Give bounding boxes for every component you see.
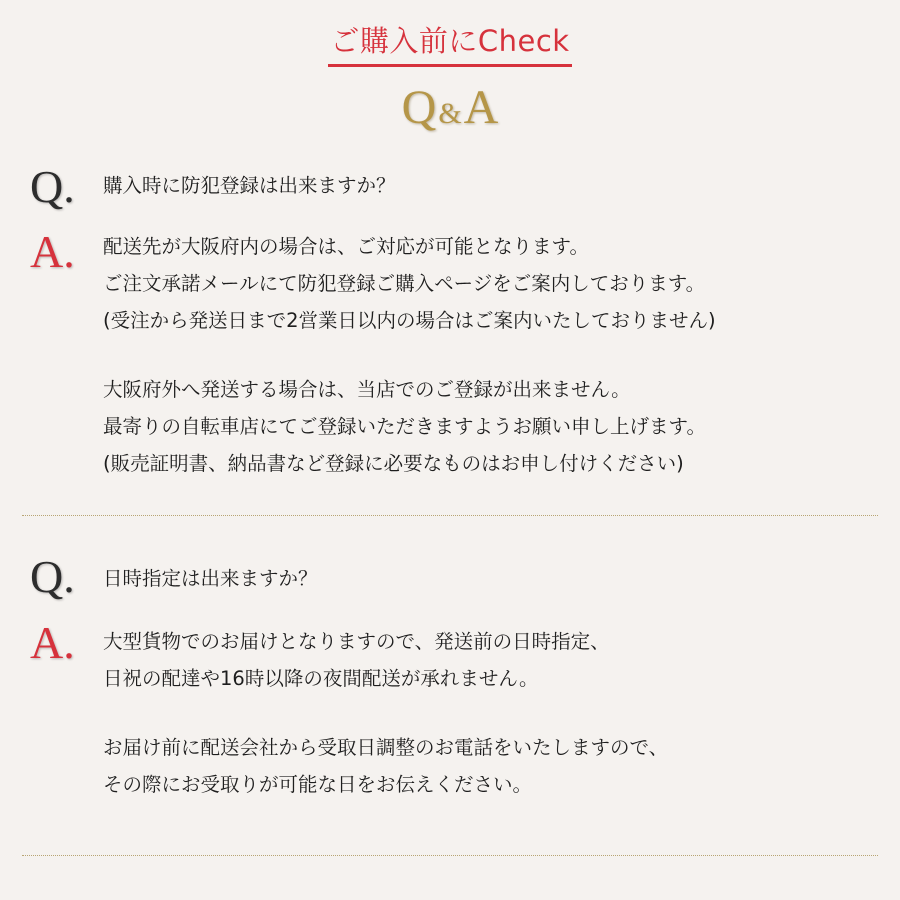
qa-logo-amp: &: [438, 97, 462, 130]
answer-marker: A.: [30, 617, 75, 668]
answer-text: [103, 228, 716, 482]
answer-text: [103, 623, 668, 803]
answer-line: 大型貨物でのお届けとなりますので、発送前の日時指定、: [103, 630, 610, 653]
question-marker: Q.: [30, 551, 75, 602]
answer-line: ご注文承諾メールにて防犯登録ご購入ページをご案内しております。: [103, 272, 706, 295]
answer-line: 日祝の配達や16時以降の夜間配送が承れません。: [103, 667, 539, 690]
answer-line: お届け前に配送会社から受取日調整のお電話をいたしますので、: [103, 736, 669, 759]
qa-logo: [0, 78, 900, 149]
question-marker: Q.: [30, 161, 75, 212]
answer-line: (販売証明書、納品書など登録に必要なものはお申し付けください): [103, 452, 684, 475]
answer-line: 配送先が大阪府内の場合は、ご対応が可能となります。: [103, 235, 589, 258]
answer-line: 大阪府外へ発送する場合は、当店でのご登録が出来ません。: [103, 378, 631, 401]
question-text: 日時指定は出来ますか？: [103, 567, 318, 590]
answer-line: その際にお受取りが可能な日をお伝えください。: [103, 773, 533, 796]
qa-logo-a: A: [463, 81, 499, 134]
section-divider: [22, 515, 878, 516]
question-text: 購入時に防犯登録は出来ますか？: [103, 174, 396, 197]
header: [0, 22, 900, 67]
answer-line: (受注から発送日まで2営業日以内の場合はご案内いたしておりません): [103, 309, 716, 332]
paragraph-gap: [103, 339, 716, 371]
page-title: ご購入前にCheck: [328, 22, 571, 67]
answer-line: 最寄りの自転車店にてご登録いただきますようお願い申し上げます。: [103, 415, 706, 438]
paragraph-gap: [103, 697, 668, 729]
answer-marker: A.: [30, 226, 75, 277]
section-divider: [22, 855, 878, 856]
qa-logo-q: Q: [401, 81, 437, 134]
